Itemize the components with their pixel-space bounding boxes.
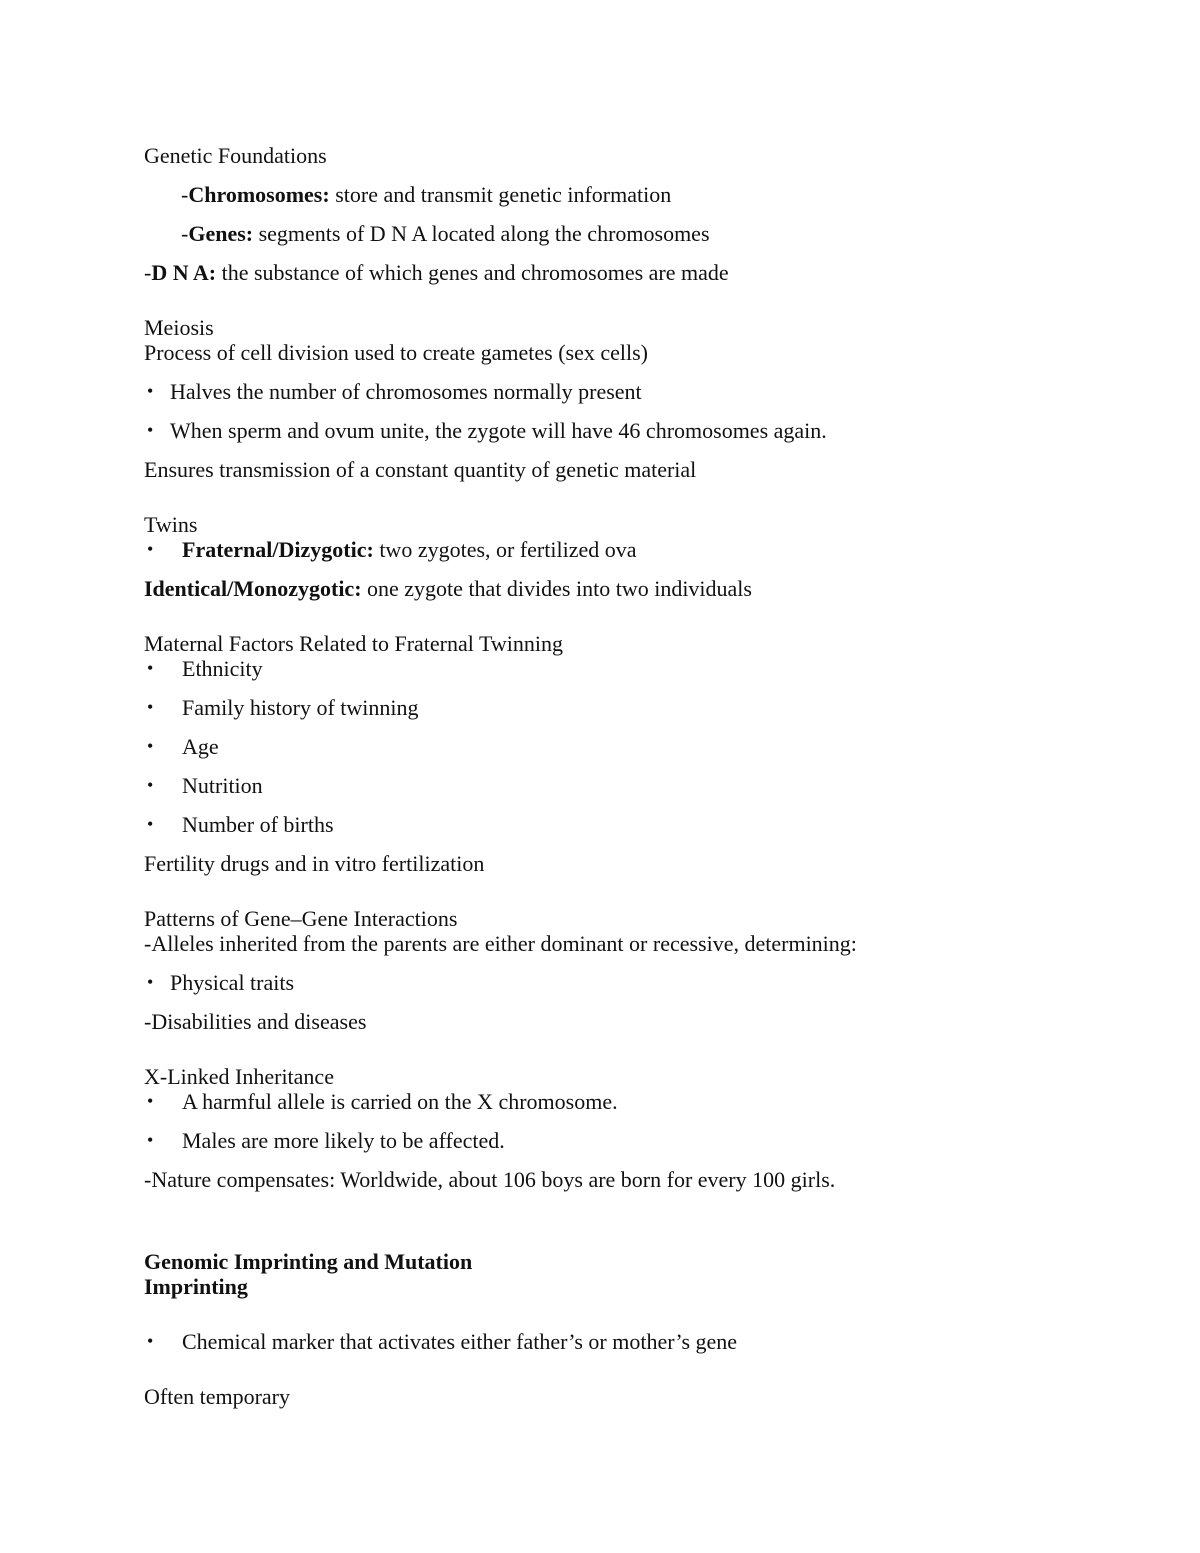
bullet-text: [170, 418, 1080, 443]
section-twins: [144, 512, 1080, 601]
bullet-text: [182, 1329, 1080, 1354]
bullet-text: [170, 970, 1080, 995]
bullet-icon: •: [147, 972, 154, 992]
text-line: [144, 182, 1080, 207]
bullet-item: [144, 656, 1080, 681]
bullet-item: [144, 1089, 1080, 1114]
plain-text: Often temporary: [144, 1384, 290, 1409]
bullet-text: [182, 695, 1080, 720]
bullet-item: [144, 418, 1080, 443]
text-line: [144, 221, 1080, 246]
bullet-text: [182, 656, 1080, 681]
bullet-icon: •: [147, 381, 154, 401]
bullet-text: [182, 537, 1080, 562]
bold-text: Imprinting: [144, 1274, 248, 1299]
text-line: [144, 931, 1080, 956]
bullet-text: [182, 812, 1080, 837]
bullet-icon: •: [147, 1091, 154, 1111]
section-maternal-factors: [144, 631, 1080, 876]
bullet-icon: •: [147, 1130, 154, 1150]
plain-text: Nutrition: [182, 773, 263, 798]
plain-text: the substance of which genes and chromosomes are made: [216, 260, 729, 285]
plain-text: -: [181, 182, 189, 207]
plain-text: segments of D N A located along the chromosomes: [253, 221, 710, 246]
section-genetic-foundations: [144, 143, 1080, 285]
section-meiosis: [144, 315, 1080, 482]
section-gene-gene-patterns: [144, 906, 1080, 1034]
bullet-item: [144, 379, 1080, 404]
bold-text: D N A:: [151, 260, 217, 285]
plain-text: When sperm and ovum unite, the zygote will have 46 chromosomes again.: [170, 418, 827, 443]
plain-text: -: [181, 221, 189, 246]
plain-text: Process of cell division used to create gametes (sex cells): [144, 340, 649, 365]
plain-text: A harmful allele is carried on the X chromosome.: [182, 1089, 618, 1114]
plain-text: -: [144, 260, 152, 285]
text-line: [144, 315, 1080, 340]
bullet-item: [144, 537, 1080, 562]
text-line: [144, 1249, 1080, 1274]
bullet-text: [182, 734, 1080, 759]
plain-text: Ethnicity: [182, 656, 263, 681]
plain-text: -Nature compensates: Worldwide, about 106 boys are born for every 100 girls.: [144, 1167, 836, 1192]
plain-text: Number of births: [182, 812, 334, 837]
bullet-item: [144, 812, 1080, 837]
bullet-item: [144, 970, 1080, 995]
bullet-item: [144, 695, 1080, 720]
text-line: [144, 1009, 1080, 1034]
plain-text: Age: [182, 734, 219, 759]
text-line: [144, 512, 1080, 537]
plain-text: Chemical marker that activates either father’s or mother’s gene: [182, 1329, 738, 1354]
plain-text: Patterns of Gene–Gene Interactions: [144, 906, 458, 931]
text-line: [144, 631, 1080, 656]
plain-text: Family history of twinning: [182, 695, 419, 720]
bullet-item: [144, 734, 1080, 759]
plain-text: Halves the number of chromosomes normally present: [170, 379, 642, 404]
document-body: [144, 143, 1080, 1409]
bullet-text: [182, 773, 1080, 798]
plain-text: Ensures transmission of a constant quantity of genetic material: [144, 457, 697, 482]
bullet-icon: •: [147, 775, 154, 795]
section-often-temporary: [144, 1384, 1080, 1409]
plain-text: Genetic Foundations: [144, 143, 327, 168]
text-line: [144, 906, 1080, 931]
section-imprinting-detail: [144, 1329, 1080, 1354]
plain-text: one zygote that divides into two individuals: [361, 576, 752, 601]
bullet-icon: •: [147, 1331, 154, 1351]
text-line: [144, 457, 1080, 482]
bold-text: Genes:: [188, 221, 254, 246]
section-x-linked-inheritance: [144, 1064, 1080, 1192]
bold-text: Fraternal/Dizygotic:: [182, 537, 374, 562]
plain-text: -Disabilities and diseases: [144, 1009, 367, 1034]
text-line: [144, 576, 1080, 601]
plain-text: Maternal Factors Related to Fraternal Twinning: [144, 631, 563, 656]
bullet-icon: •: [147, 736, 154, 756]
section-genomic-imprinting: [144, 1249, 1080, 1299]
plain-text: store and transmit genetic information: [329, 182, 672, 207]
bold-text: Chromosomes:: [188, 182, 330, 207]
text-line: [144, 1167, 1080, 1192]
plain-text: Physical traits: [170, 970, 295, 995]
bullet-item: [144, 773, 1080, 798]
plain-text: Fertility drugs and in vitro fertilization: [144, 851, 485, 876]
plain-text: X-Linked Inheritance: [144, 1064, 334, 1089]
plain-text: Meiosis: [144, 315, 214, 340]
plain-text: two zygotes, or fertilized ova: [373, 537, 637, 562]
bullet-text: [170, 379, 1080, 404]
bullet-icon: •: [147, 539, 154, 559]
bullet-icon: •: [147, 658, 154, 678]
bullet-icon: •: [147, 697, 154, 717]
bullet-item: [144, 1128, 1080, 1153]
plain-text: Twins: [144, 512, 198, 537]
text-line: [144, 340, 1080, 365]
text-line: [144, 851, 1080, 876]
text-line: [144, 260, 1080, 285]
text-line: [144, 1064, 1080, 1089]
bullet-text: [182, 1128, 1080, 1153]
bullet-icon: •: [147, 420, 154, 440]
bold-text: Identical/Monozygotic:: [144, 576, 362, 601]
text-line: [144, 1274, 1080, 1299]
plain-text: Males are more likely to be affected.: [182, 1128, 505, 1153]
bold-text: Genomic Imprinting and Mutation: [144, 1249, 473, 1274]
bullet-text: [182, 1089, 1080, 1114]
bullet-item: [144, 1329, 1080, 1354]
bullet-icon: •: [147, 814, 154, 834]
text-line: [144, 1384, 1080, 1409]
text-line: [144, 143, 1080, 168]
plain-text: -Alleles inherited from the parents are either dominant or recessive, determining:: [144, 931, 857, 956]
